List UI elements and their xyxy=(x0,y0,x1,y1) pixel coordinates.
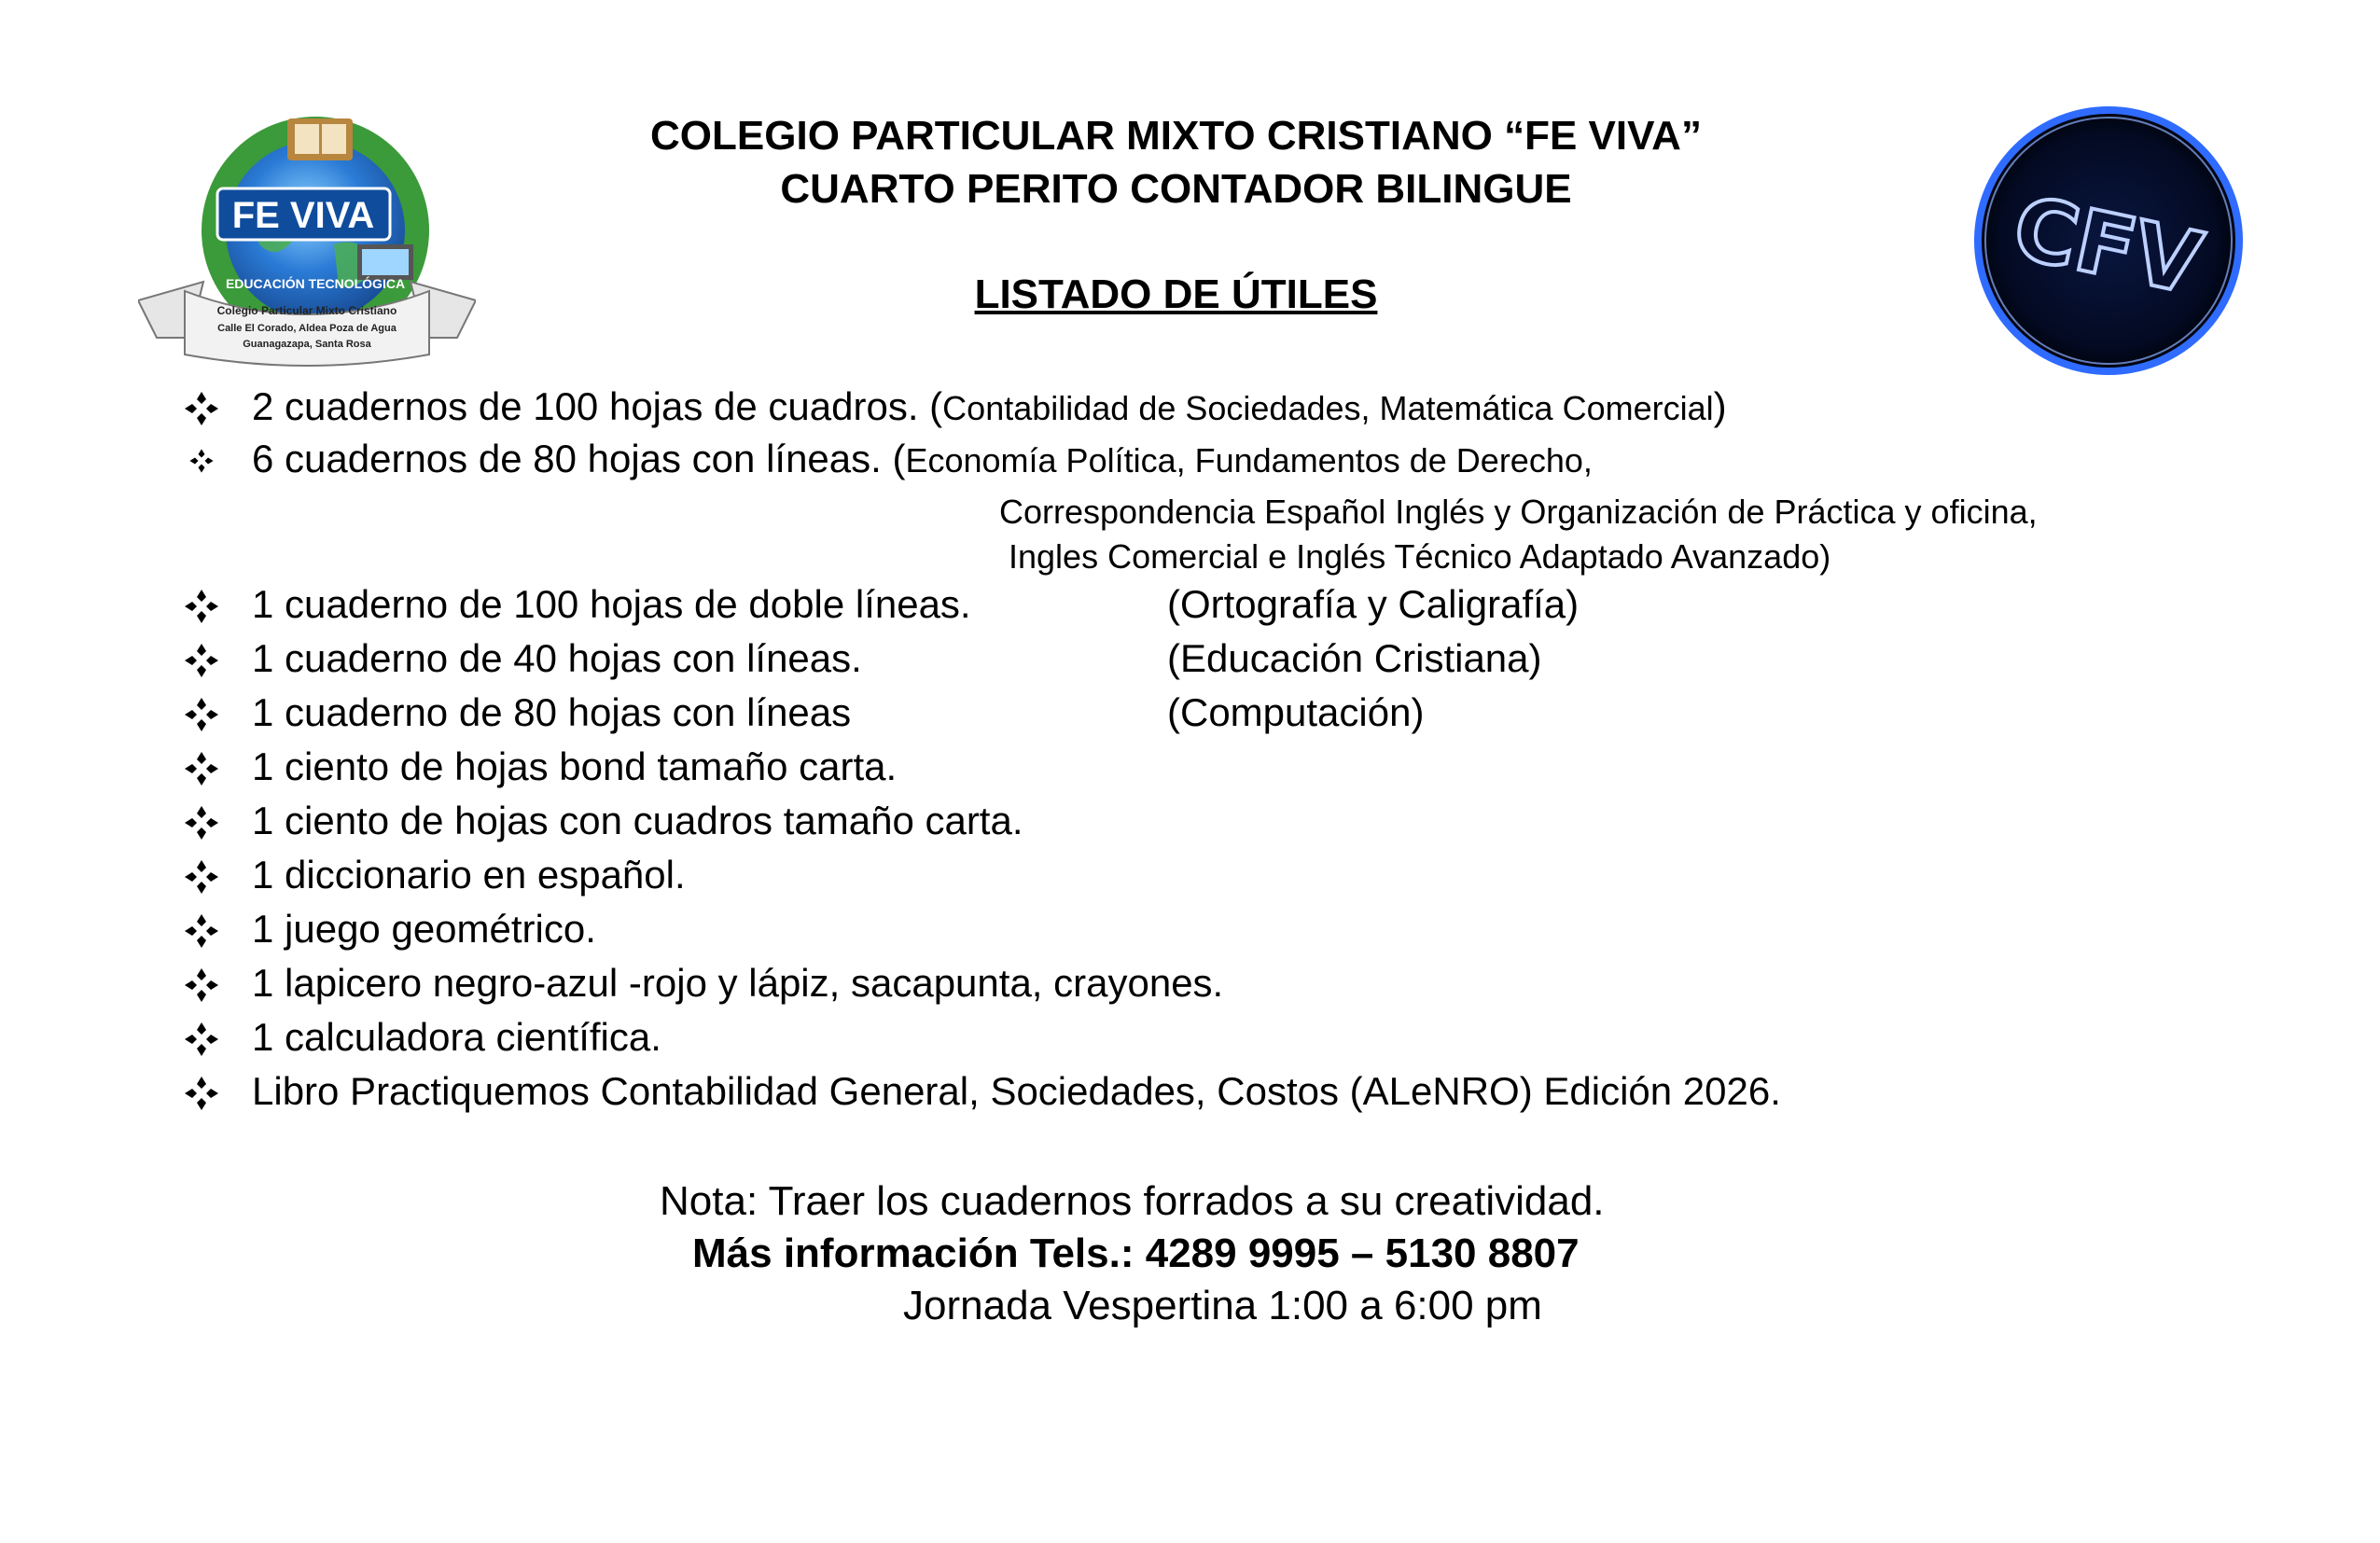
footer-schedule: Jornada Vespertina 1:00 a 6:00 pm xyxy=(903,1283,1542,1328)
footer-phone-info: Más información Tels.: 4289 9995 – 5130 8807 xyxy=(692,1230,1580,1276)
list-item-continuation: Ingles Comercial e Inglés Técnico Adaptado Avanzado) xyxy=(1009,537,1831,576)
list-item-continuation: Correspondencia Español Inglés y Organización de Práctica y oficina, xyxy=(999,493,2038,531)
school-title: COLEGIO PARTICULAR MIXTO CRISTIANO “FE VIVA” xyxy=(650,113,1702,159)
diamond-bullet-icon xyxy=(183,750,220,787)
diamond-bullet-icon xyxy=(183,966,220,1004)
cfv-monogram: CFV xyxy=(2005,177,2210,314)
logo-ring-text: EDUCACIÓN TECNOLÓGICA xyxy=(225,276,406,291)
logo-ribbon-line-3: Guanagazapa, Santa Rosa xyxy=(243,339,371,350)
diamond-bullet-icon xyxy=(183,1075,220,1112)
diamond-bullet-icon xyxy=(188,448,215,474)
list-title: LISTADO DE ÚTILES xyxy=(974,271,1378,317)
diamond-bullet-icon xyxy=(183,588,220,625)
diamond-bullet-icon xyxy=(183,696,220,733)
logo-ribbon-line-2: Calle El Corado, Aldea Poza de Agua xyxy=(217,323,397,334)
footer-note: Nota: Traer los cuadernos forrados a su creatividad. xyxy=(660,1178,1605,1224)
grade-title: CUARTO PERITO CONTADOR BILINGUE xyxy=(780,166,1572,212)
diamond-bullet-icon xyxy=(183,804,220,841)
diamond-bullet-icon xyxy=(183,858,220,896)
diamond-bullet-icon xyxy=(183,390,220,427)
diamond-bullet-icon xyxy=(183,1021,220,1058)
diamond-bullet-icon xyxy=(183,912,220,950)
diamond-bullet-icon xyxy=(183,642,220,679)
logo-ribbon-line-1: Colegio Particular Mixto Cristiano xyxy=(216,304,397,317)
logo-name: FE VIVA xyxy=(231,195,375,236)
